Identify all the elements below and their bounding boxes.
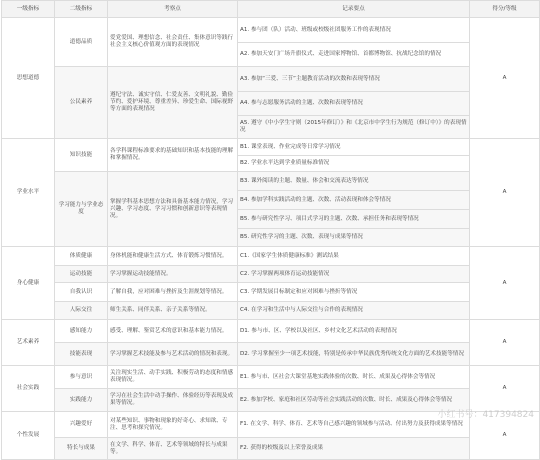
grade-cell: A: [470, 320, 540, 366]
grade-cell: A: [470, 139, 540, 247]
level2-cell: 运动技能: [55, 266, 108, 283]
record-cell: A3. 参加“三爱、三节”主题教育活动的次数和表现等情况: [238, 67, 470, 92]
header-points: 考察点: [108, 1, 238, 18]
level1-cell: 艺术素养: [2, 320, 55, 366]
level2-cell: 人际交往: [55, 302, 108, 320]
record-cell: B5. 参与研究性学习、项目式学习的主题、次数、承担任务和表现等情况: [238, 210, 470, 229]
record-cell: F2. 获得的校级及以上荣誉及成果: [238, 438, 470, 460]
record-cell: A5. 遵守《中小学生守则（2015年修订）》和《北京市中学生行为规范（修订中）》的表现情况: [238, 116, 470, 139]
record-cell: C3. 学期发展目标制定和应对困难与挫折等情况: [238, 283, 470, 302]
level2-cell: 技能表现: [55, 343, 108, 366]
record-cell: E2. 参加学校、家庭和社区劳动等社会实践活动的次数、时长、成果及心得体会等情况: [238, 389, 470, 412]
record-cell: B5. 研究性学习的主题、次数、表现与成果等情况: [238, 229, 470, 247]
level2-cell: 实践能力: [55, 389, 108, 412]
record-cell: C2. 学习掌握两项体育运动技能情况: [238, 266, 470, 283]
level2-cell: 学习能力与学业态度: [55, 172, 108, 247]
record-cell: B3. 课外阅读的主题、数量、体会和交流表达等情况: [238, 172, 470, 191]
evaluation-table: [1, 0, 540, 460]
record-cell: D1. 参与市、区、学校以及社区、乡村文化艺术活动的表现情况: [238, 320, 470, 343]
record-cell: C1.《国家学生体质健康标准》测试结果: [238, 247, 470, 266]
record-cell: E1. 参与市、区社会大课堂基地实践体验的次数、时长、成果及心得体会等情况: [238, 366, 470, 389]
point-cell: 爱党爱国、理想信念、社会责任、集体意识等践行社会主义核心价值观方面的表现情况: [108, 18, 238, 67]
record-cell: C4. 在学习和生活中与人际交往与合作的表现情况: [238, 302, 470, 320]
level2-cell: 特长与成果: [55, 438, 108, 460]
level1-cell: 学业水平: [2, 139, 55, 247]
level2-cell: 道德品质: [55, 18, 108, 67]
record-cell: A2. 参加天安门广场升旗仪式、走进国家博物馆、首都博物馆、抗战纪念馆的情况: [238, 43, 470, 67]
point-cell: 关注现实生活、动手实践、积极劳动的态度和情感表现情况。: [108, 366, 238, 389]
point-cell: 学习掌握艺术技能及参与艺术活动的情况和表现。: [108, 343, 238, 366]
record-cell: B2. 学业水平达到学业质量标准情况: [238, 156, 470, 172]
header-level2: 二级指标: [55, 1, 108, 18]
point-cell: 学习掌握运动技能情况。: [108, 266, 238, 283]
point-cell: 对某些知识、事物和现象的好奇心、求知欲、专注、思考和探究情况。: [108, 412, 238, 438]
record-cell: B4. 参加学科实践活动的主题、次数、活动表现和体会等情况: [238, 191, 470, 210]
point-cell: 身体机能和健康生活方式、体育锻炼习惯情况。: [108, 247, 238, 266]
record-cell: B1. 课堂表现、作业完成等日常学习情况: [238, 139, 470, 156]
watermark: 小红书号：417394824: [437, 407, 534, 420]
point-cell: 掌握学科基本思想方法和具备基本能力情况，学习兴趣、学习态度、学习习惯和创新意识等表现情况。: [108, 172, 238, 247]
point-cell: 遵纪守法、诚实守信、仁爱友善、文明礼貌、勤俭节约、爱护环境、尊重差异、珍爱生命、国际视野等方面的表现情况: [108, 67, 238, 139]
point-cell: 学习在社会生活中动手操作、体验经历等表现及成果等情况。: [108, 389, 238, 412]
record-cell: A4. 参与志愿服务活动的主题、次数和表现等情况: [238, 92, 470, 116]
record-cell: F1. 在文学、科学、体育、艺术等自己感兴趣的领域参与活动、付出努力及获得成果等情况: [238, 412, 470, 438]
level2-cell: 自我认识: [55, 283, 108, 302]
grade-cell: A: [470, 247, 540, 320]
level1-cell: 社会实践: [2, 366, 55, 412]
level2-cell: 体质健康: [55, 247, 108, 266]
grade-cell: A: [470, 412, 540, 460]
point-cell: 各学科课程标准要求的基础知识和基本技能的理解和掌握情况。: [108, 139, 238, 172]
level2-cell: 公民素养: [55, 67, 108, 139]
level1-cell: 思想道德: [2, 18, 55, 139]
level2-cell: 参与意识: [55, 366, 108, 389]
header-record: 记录要点: [238, 1, 470, 18]
point-cell: 师生关系、同伴关系、亲子关系等情况。: [108, 302, 238, 320]
level2-cell: 知识技能: [55, 139, 108, 172]
level1-cell: 身心健康: [2, 247, 55, 320]
header-level1: 一级指标: [2, 1, 55, 18]
header-grade: 得分/等级: [470, 1, 540, 18]
point-cell: 感受、理解、鉴赏艺术的意识和基本能力情况。: [108, 320, 238, 343]
record-cell: D2. 学习掌握至少一项艺术技能，特别是传承中华民族优秀传统文化方面的艺术技能等情况: [238, 343, 470, 366]
level2-cell: 感知能力: [55, 320, 108, 343]
point-cell: 在文学、科学、体育、艺术等领域的特长与成果等。: [108, 438, 238, 460]
record-cell: A1. 参与团（队）活动、班级或校级社团服务工作的表现情况: [238, 18, 470, 43]
grade-cell: A: [470, 366, 540, 412]
point-cell: 了解自我，应对困难与挫折及生涯规划等情况。: [108, 283, 238, 302]
grade-cell: A: [470, 18, 540, 139]
level1-cell: 个性发展: [2, 412, 55, 460]
level2-cell: 兴趣爱好: [55, 412, 108, 438]
